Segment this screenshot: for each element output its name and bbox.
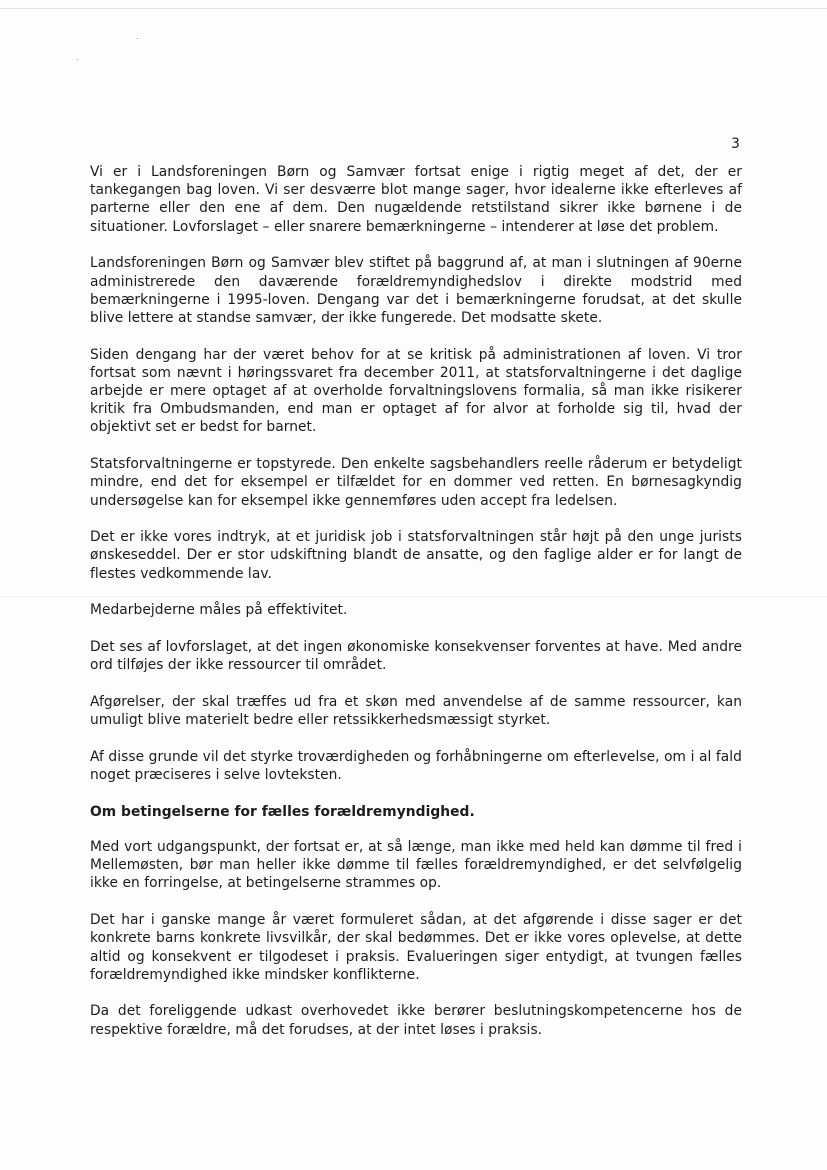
paragraph: Da det foreliggende udkast overhovedet ikke berører beslutningskompetencerne hos de respektive forældre, må det forudses, at der intet løses i praksis. [90, 1003, 742, 1038]
scan-speck [137, 38, 138, 39]
paragraph: Statsforvaltningerne er topstyrede. Den enkelte sagsbehandlers reelle råderum er betydeligt mindre, end det for eksempel er tilfældet for en dommer ved retten. En børnesagkyndig undersøgelse kan for eksempel ikke gennemføres uden accept fra ledelsen. [90, 456, 742, 509]
scan-edge-line [0, 8, 827, 9]
paragraph: Det ses af lovforslaget, at det ingen økonomiske konsekvenser forventes at have. Med andre ord tilføjes der ikke ressourcer til området. [90, 639, 742, 674]
section-heading: Om betingelserne for fælles forældremyndighed. [90, 803, 475, 820]
scan-speck [77, 59, 78, 60]
paragraph: Med vort udgangspunkt, der fortsat er, at så længe, man ikke med held kan dømme til fred i Mellemøsten, bør man heller ikke dømme til fælles forældremyndighed, er det selvfølgelig ikke en forringelse, at betingelserne strammes op. [90, 838, 742, 892]
page-number: 3 [731, 136, 740, 152]
paragraph: Vi er i Landsforeningen Børn og Samvær fortsat enige i rigtig meget af det, der er tankegangen bag loven. Vi ser desværre blot mange sager, hvor idealerne ikke efterleves af parterne eller den ene af dem. Den nugældende retstilstand sikrer ikke børnene i de situationer. Lovforslaget – eller snarere bemærkningerne – intenderer at løse det problem. [90, 164, 742, 235]
paragraph: Siden dengang har der været behov for at se kritisk på administrationen af loven. Vi tror fortsat som nævnt i høringssvaret fra december 2011, at statsforvaltningerne i det daglige arbejde er mere optaget af at overholde forvaltningslovens formalia, så man ikke risikerer kritik fra Ombudsmanden, end man er optaget af for alvor at forholde sig til, hvad der objektivt set er bedst for barnet. [90, 346, 742, 436]
paragraph: Medarbejderne måles på effektivitet. [90, 602, 348, 619]
paragraph: Af disse grunde vil det styrke troværdigheden og forhåbningerne om efterlevelse, om i al fald noget præciseres i selve lovteksten. [90, 748, 742, 784]
body-text [90, 163, 742, 1057]
paragraph: Landsforeningen Børn og Samvær blev stiftet på baggrund af, at man i slutningen af 90erne administrerede den daværende forældremyndighedslov i direkte modstrid med bemærkningerne i 1995-loven. Dengang var det i bemærkningerne forudsat, at det skulle blive lettere at standse samvær, der ikke fungerede. Det modsatte skete. [90, 255, 742, 326]
paragraph: Det har i ganske mange år været formuleret sådan, at det afgørende i disse sager er det konkrete barns konkrete livsvilkår, der skal bedømmes. Det er ikke vores oplevelse, at dette altid og konsekvent er tilgodeset i praksis. Evalueringen siger entydigt, at tvungen fælles forældremyndighed ikke mindsker konflikterne. [90, 912, 742, 983]
paragraph: Det er ikke vores indtryk, at et juridisk job i statsforvaltningen står højt på den unge jurists ønskeseddel. Der er stor udskiftning blandt de ansatte, og den faglige alder er for langt de flestes vedkommende lav. [90, 529, 742, 582]
paragraph: Afgørelser, der skal træffes ud fra et skøn med anvendelse af de samme ressourcer, kan umuligt blive materielt bedre eller retssikkerhedsmæssigt styrket. [90, 693, 742, 729]
